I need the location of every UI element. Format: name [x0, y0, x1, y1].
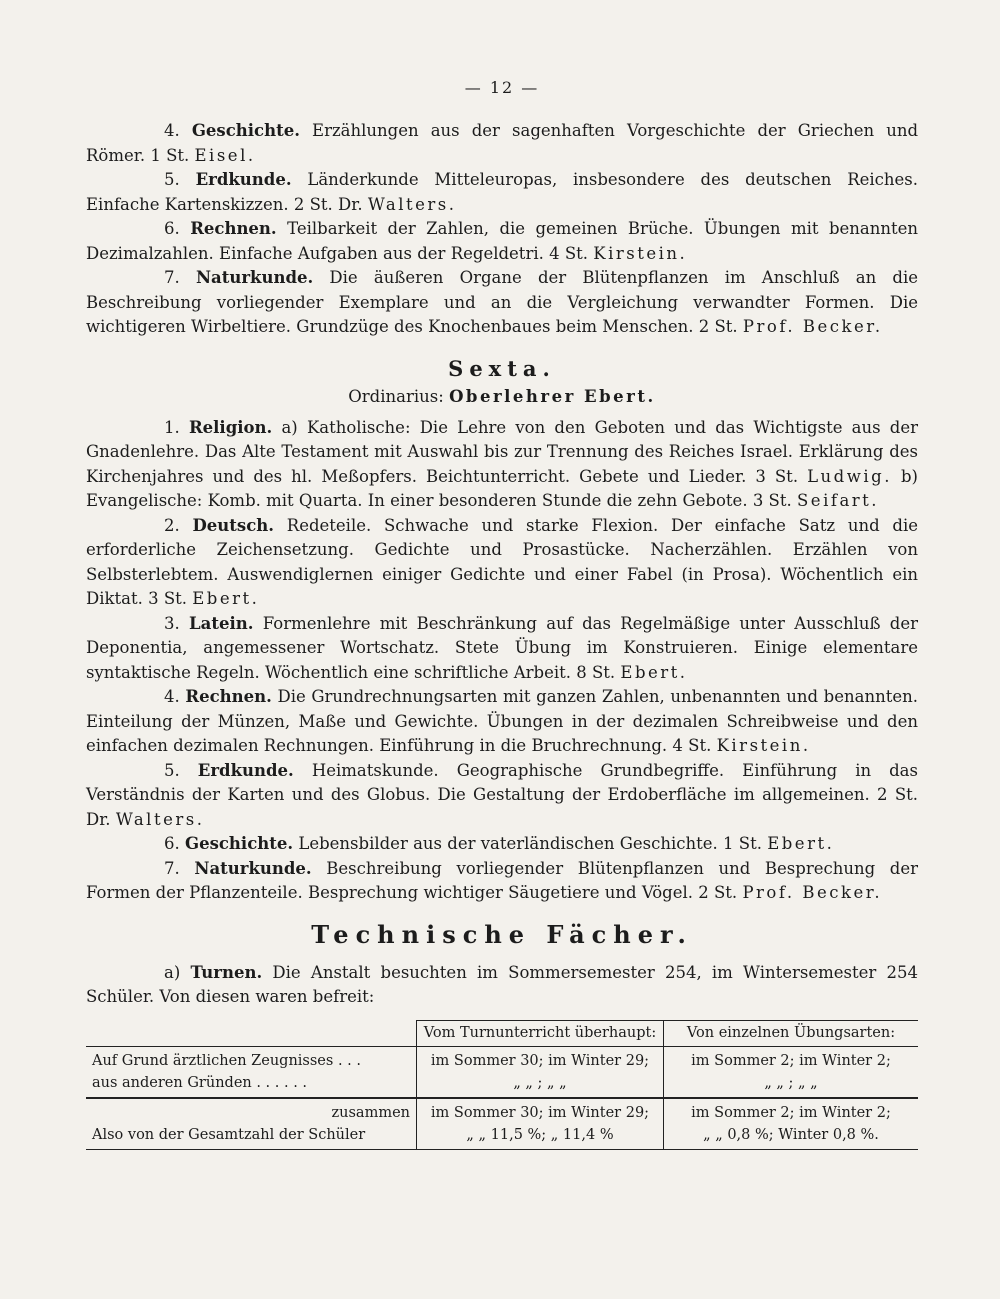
row-labels: Auf Grund ärztlichen Zeugnisses . . . aus anderen Gründen . . . . . .: [86, 1046, 417, 1098]
quinta-naturkunde: 7. Naturkunde. Die äußeren Organe der Blütenpflanzen im Anschluß an die Beschreibung vorliegender Exemplare und an die Vergleichung verwandter Formen. Die wichtigeren Wirbeltiere. Grundzüge des Knochenbaues beim Menschen. 2 St. Prof. Becker.: [86, 268, 919, 336]
sexta-naturkunde: 7. Naturkunde. Beschreibung vorliegender Blütenpflanzen und Besprechung der Formen der Pflanzenteile. Besprechung wichtiger Säugetiere und Vögel. 2 St. Prof. Becker.: [86, 858, 918, 902]
turnen-paragraph: a) Turnen. Die Anstalt besuchten im Sommersemester 254, im Wintersemester 254 Schüler. Von diesen waren befreit:: [86, 962, 918, 1006]
table-corner: [86, 1020, 417, 1046]
sexta-ordinarius: Ordinarius: Oberlehrer Ebert.: [348, 386, 656, 406]
row-overall: im Sommer 30; im Winter 29; „ „ 11,5 %; „ 11,4 %: [417, 1098, 664, 1150]
sexta-heading: Sexta.: [448, 355, 556, 381]
sexta-latein: 3. Latein. Formenlehre mit Beschränkung auf das Regelmäßige unter Ausschluß der Deponentia, angemessener Wortschatz. Stete Übung im Konstruieren. Einige elementare syntaktische Regeln. Wöchentlich eine schriftliche Arbeit. 8 St. Ebert.: [86, 613, 918, 682]
technische-faecher-heading: Technische Fächer.: [311, 919, 693, 949]
row-overall: im Sommer 30; im Winter 29; „ „ ; „ „: [417, 1046, 664, 1098]
quinta-rechnen: 6. Rechnen. Teilbarkeit der Zahlen, die gemeinen Brüche. Übungen mit benannten Dezimalzahlen. Einfache Aufgaben aus der Regeldetri. 4 St. Kirstein.: [86, 219, 919, 263]
table-header-row: [86, 1020, 918, 1046]
page: [86, 78, 918, 1150]
sexta-religion: 1. Religion. a) Katholische: Die Lehre von den Geboten und das Wichtigste aus der Gnadenlehre. Das Alte Testament mit Auswahl bis zur Trennung des Reiches Israel. Erklärung des Kirchenjahres und des hl. Meßopfers. Beichtunterricht. Gebete und Lieder. 3 St. Ludwig. b) Evangelische: Komb. mit Quarta. In einer besonderen Stunde die zehn Gebote. 3 St. Seifart.: [86, 417, 918, 510]
row-exercises: im Sommer 2; im Winter 2; „ „ ; „ „: [664, 1046, 919, 1098]
table-row: [86, 1046, 918, 1098]
sexta-erdkunde: 5. Erdkunde. Heimatskunde. Geographische Grundbegriffe. Einführung in das Verständnis der Karten und des Globus. Die Gestaltung der Erdoberfläche im allgemeinen. 2 St. Dr. Walters.: [86, 760, 918, 829]
sexta-geschichte: 6. Geschichte. Lebensbilder aus der vaterländischen Geschichte. 1 St. Ebert.: [164, 834, 835, 853]
table-row: [86, 1098, 918, 1150]
row-exercises: im Sommer 2; im Winter 2; „ „ 0,8 %; Winter 0,8 %.: [664, 1098, 919, 1150]
row-labels: zusammen Also von der Gesamtzahl der Schüler: [86, 1098, 417, 1150]
header-overall: Vom Turnunterricht überhaupt:: [417, 1020, 664, 1046]
page-number: — 12 —: [464, 78, 540, 97]
sexta-deutsch: 2. Deutsch. Redeteile. Schwache und starke Flexion. Der einfache Satz und die erforderliche Zeichensetzung. Gedichte und Prosastücke. Nacherzählen. Erzählen von Selbsterlebtem. Auswendiglernen einiger Gedichte und einer Fabel (in Prosa). Wöchentlich ein Diktat. 3 St. Ebert.: [86, 515, 918, 608]
exemption-table: [86, 1020, 918, 1150]
header-exercises: Von einzelnen Übungsarten:: [664, 1020, 919, 1046]
quinta-erdkunde: 5. Erdkunde. Länderkunde Mitteleuropas, insbesondere des deutschen Reiches. Einfache Kartenskizzen. 2 St. Dr. Walters.: [86, 170, 919, 214]
sexta-rechnen: 4. Rechnen. Die Grundrechnungsarten mit ganzen Zahlen, unbenannten und benannten. Einteilung der Münzen, Maße und Gewichte. Übungen in der dezimalen Schreibweise und den einfachen dezimalen Rechnungen. Einführung in die Bruchrechnung. 4 St. Kirstein.: [86, 687, 918, 755]
quinta-geschichte: 4. Geschichte. Erzählungen aus der sagenhaften Vorgeschichte der Griechen und Römer. 1 St. Eisel.: [86, 121, 919, 165]
